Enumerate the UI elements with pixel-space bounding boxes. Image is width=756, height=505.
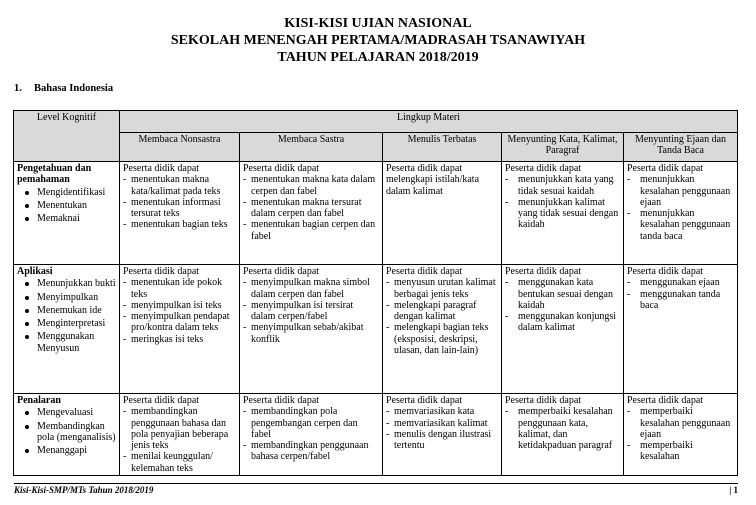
list-item: - menunjukkan kalimat yang tidak sesuai dengan kaidah [518, 197, 620, 231]
list-item: - menentukan ide pokok teks [131, 277, 236, 300]
section-heading [14, 83, 113, 94]
materi-cell [624, 394, 738, 476]
cell-intro: Peserta didik dapat [505, 266, 582, 277]
indicator-list [627, 277, 734, 311]
materi-cell [383, 162, 502, 265]
indicator-list [243, 174, 379, 242]
cell-intro: Peserta didik dapat [123, 395, 200, 406]
level-title: Penalaran [17, 395, 61, 406]
materi-cell [240, 394, 383, 476]
level-title: Pengetahuan dan pemahaman [17, 163, 92, 186]
list-item: Menggunakan Menyusun [37, 331, 116, 354]
column-header: Menulis Terbatas [383, 133, 502, 162]
materi-cell [502, 162, 624, 265]
materi-cell [120, 394, 240, 476]
list-item: - memvariasikan kalimat [394, 418, 498, 429]
materi-cell [240, 265, 383, 394]
list-item: - melengkapi paragraf dengan kalimat [394, 300, 498, 323]
level-bullet-list [17, 187, 116, 225]
table-body [14, 162, 738, 476]
column-header: Menyunting Kata, Kalimat, Paragraf [502, 133, 624, 162]
indicator-list [627, 406, 734, 462]
level-title: Aplikasi [17, 266, 53, 277]
list-item: - menggunakan ejaan [640, 277, 734, 288]
cell-intro: Peserta didik dapat [627, 163, 704, 174]
cell-intro: Peserta didik dapat [386, 266, 463, 277]
materi-cell [383, 394, 502, 476]
indicator-list [505, 406, 620, 451]
list-item: Menginterpretasi [37, 318, 116, 329]
list-item: - menunjukkan kesalahan penggunaan ejaan [640, 174, 734, 208]
list-item: - menentukan bagian teks [131, 219, 236, 230]
indicator-list [123, 277, 236, 345]
list-item: Menunjukkan bukti [37, 278, 116, 290]
document-title-line1: KISI-KISI UJIAN NASIONAL [284, 16, 472, 31]
list-item: - menyimpulkan sebab/akibat konflik [251, 322, 379, 345]
cell-intro: Peserta didik dapat [386, 395, 463, 406]
list-item: Membandingkan pola (menganalisis) [37, 420, 116, 443]
materi-cell [383, 265, 502, 394]
list-item: - menunjukkan kesalahan penggunaan tanda baca [640, 208, 734, 242]
materi-cell [120, 162, 240, 265]
list-item: - menggunakan kata bentukan sesuai dengan kaidah [518, 277, 620, 311]
list-item: - menggunakan konjungsi dalam kalimat [518, 311, 620, 334]
list-item: - melengkapi bagian teks (eksposisi, deskripsi, ulasan, dan lain-lain) [394, 322, 498, 356]
list-item: - memperbaiki kesalahan [640, 440, 734, 463]
list-item: - menyimpulkan isi tersirat dalam cerpen/fabel [251, 300, 379, 323]
list-item: - memperbaiki kesalahan penggunaan kata, kalimat, dan ketidakpaduan paragraf [518, 406, 620, 451]
cell-intro: Peserta didik dapat [243, 163, 320, 174]
section-number: 1. [14, 83, 22, 94]
level-cell [14, 162, 120, 265]
list-item: - memperbaiki kesalahan penggunaan ejaan [640, 406, 734, 440]
list-item: Memaknai [37, 213, 116, 224]
table-row [14, 265, 738, 394]
cell-intro: Peserta didik dapat [243, 266, 320, 277]
list-item: Menanggapi [37, 445, 116, 456]
materi-cell [240, 162, 383, 265]
level-bullet-list [17, 278, 116, 354]
list-item: Menemukan ide [37, 305, 116, 316]
materi-cell [624, 265, 738, 394]
kisi-kisi-table [13, 110, 738, 476]
cell-intro: Peserta didik dapat [505, 395, 582, 406]
list-item: - menyimpulkan makna simbol dalam cerpen dan fabel [251, 277, 379, 300]
list-item: - membandingkan pola pengembangan cerpen dan fabel [251, 406, 379, 440]
indicator-list [123, 174, 236, 230]
indicator-list [505, 174, 620, 230]
list-item: Menentukan [37, 200, 116, 211]
page-number: | 1 [729, 485, 738, 495]
materi-cell [120, 265, 240, 394]
list-item: - menentukan makna kata/kalimat pada teks [131, 174, 236, 197]
list-item: - menyimpulkan pendapat pro/kontra dalam teks [131, 311, 236, 334]
list-item: - menyusun urutan kalimat berbagai jenis teks [394, 277, 498, 300]
materi-cell [624, 162, 738, 265]
indicator-list [243, 406, 379, 462]
list-item: Mengevaluasi [37, 407, 116, 418]
cell-intro: Peserta didik dapat [627, 266, 704, 277]
list-item: - membandingkan penggunaan bahasa dan pola penyajian beberapa jenis teks [131, 406, 236, 451]
document-title-line2: SEKOLAH MENENGAH PERTAMA/MADRASAH TSANAWIYAH [170, 33, 586, 48]
header-level-kognitif: Level Kognitif [14, 111, 120, 162]
indicator-list [386, 277, 498, 356]
list-item: - menentukan makna tersurat dalam cerpen dan fabel [251, 197, 379, 220]
list-item: - meringkas isi teks [131, 334, 236, 345]
list-item: - menilai keunggulan/ kelemahan teks [131, 451, 236, 474]
list-item: - menulis dengan ilustrasi tertentu [394, 429, 498, 452]
cell-intro: Peserta didik dapat melengkapi istilah/kata dalam kalimat [386, 163, 480, 197]
column-header: Membaca Nonsastra [120, 133, 240, 162]
indicator-list [386, 406, 498, 451]
column-header: Menyunting Ejaan dan Tanda Baca [624, 133, 738, 162]
column-header: Membaca Sastra [240, 133, 383, 162]
indicator-list [627, 174, 734, 242]
cell-intro: Peserta didik dapat [123, 163, 200, 174]
list-item: - menyimpulkan isi teks [131, 300, 236, 311]
indicator-list [505, 277, 620, 333]
section-title: Bahasa Indonesia [34, 83, 114, 94]
cell-intro: Peserta didik dapat [123, 266, 200, 277]
list-item: Mengidentifikasi [37, 187, 116, 198]
list-item: - menentukan bagian cerpen dan fabel [251, 219, 379, 242]
cell-intro: Peserta didik dapat [243, 395, 320, 406]
level-bullet-list [17, 407, 116, 456]
table-row [14, 162, 738, 265]
list-item: Menyimpulkan [37, 292, 116, 303]
indicator-list [123, 406, 236, 474]
document-title-line3: TAHUN PELAJARAN 2018/2019 [277, 50, 479, 65]
table-row [14, 394, 738, 476]
header-lingkup-materi: Lingkup Materi [120, 111, 738, 133]
list-item: - membandingkan penggunaan bahasa cerpen/fabel [251, 440, 379, 463]
list-item: - menunjukkan kata yang tidak sesuai kaidah [518, 174, 620, 197]
materi-cell [502, 394, 624, 476]
list-item: - menentukan makna kata dalam cerpen dan fabel [251, 174, 379, 197]
indicator-list [243, 277, 379, 345]
column-header-row [14, 133, 738, 162]
footer-text: Kisi-Kisi-SMP/MTs Tahun 2018/2019 [14, 485, 154, 495]
list-item: - memvariasikan kata [394, 406, 498, 417]
page-footer [14, 483, 738, 498]
cell-intro: Peserta didik dapat [627, 395, 704, 406]
list-item: - menentukan informasi tersurat teks [131, 197, 236, 220]
list-item: - menggunakan tanda baca [640, 289, 734, 312]
materi-cell [502, 265, 624, 394]
level-cell [14, 265, 120, 394]
level-cell [14, 394, 120, 476]
cell-intro: Peserta didik dapat [505, 163, 582, 174]
